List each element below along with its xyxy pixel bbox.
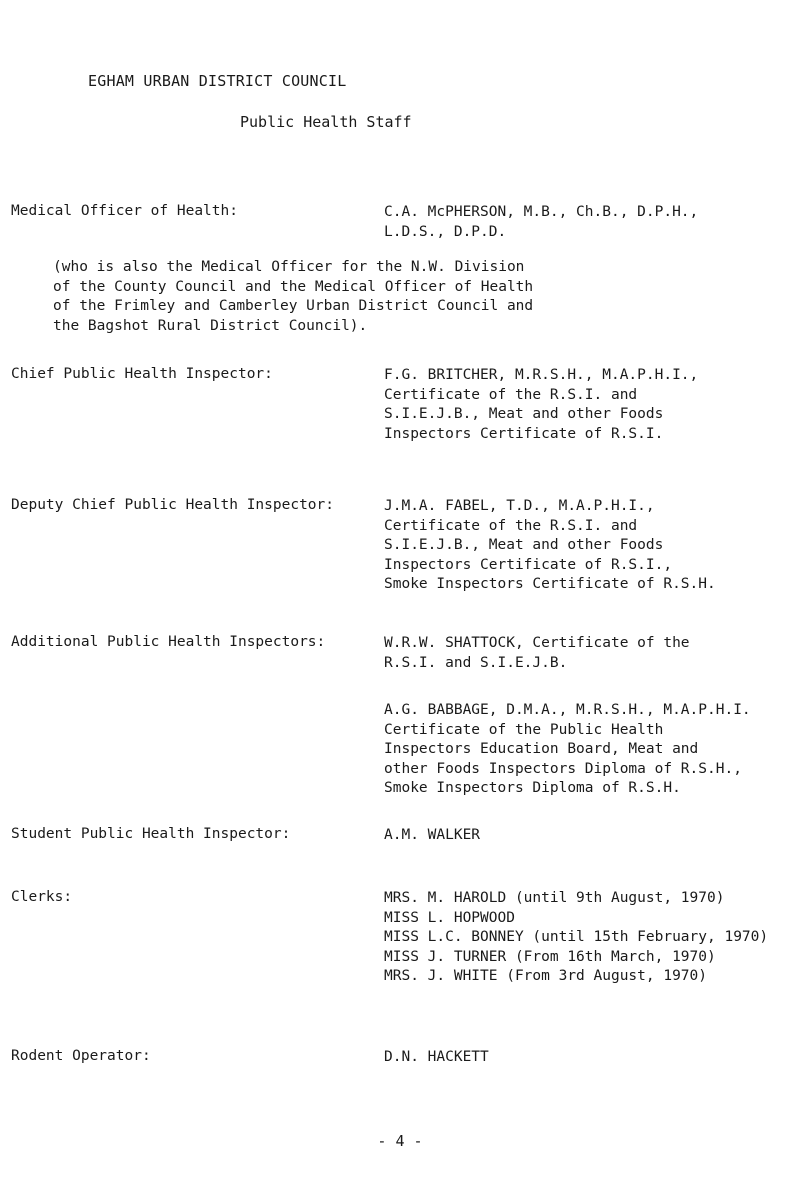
detail-line: Certificate of the R.S.I. and — [384, 517, 638, 534]
staff-details — [384, 203, 800, 242]
staff-details — [384, 889, 800, 987]
detail-line: Inspectors Certificate of R.S.I., — [384, 556, 673, 573]
staff-details — [384, 1048, 800, 1068]
staff-details — [384, 366, 800, 444]
detail-line: Inspectors Education Board, Meat and — [384, 741, 699, 757]
note-line: of the County Council and the Medical Officer of Health — [53, 278, 534, 295]
detail-line: A.M. WALKER — [384, 827, 481, 843]
note-line: the Bagshot Rural District Council). — [53, 317, 368, 334]
role-label: Student Public Health Inspector: — [11, 826, 291, 842]
note-line: of the Frimley and Camberley Urban District Council and — [53, 298, 534, 314]
note-line: (who is also the Medical Officer for the N.W. Division — [53, 259, 525, 275]
page-number: - 4 - — [377, 1132, 423, 1150]
role-label: Rodent Operator: — [11, 1048, 151, 1064]
detail-line: Smoke Inspectors Diploma of R.S.H. — [384, 780, 681, 796]
role-label: Additional Public Health Inspectors: — [11, 634, 326, 650]
role-label: Chief Public Health Inspector: — [11, 366, 273, 382]
role-label: Clerks: — [11, 889, 73, 905]
detail-line: L.D.S., D.P.D. — [384, 223, 507, 240]
detail-line: MISS J. TURNER (From 16th March, 1970) — [384, 948, 716, 965]
detail-line: D.N. HACKETT — [384, 1049, 489, 1065]
detail-line: MRS. M. HAROLD (until 9th August, 1970) — [384, 890, 725, 906]
detail-line: J.M.A. FABEL, T.D., M.A.P.H.I., — [384, 498, 655, 514]
council-title: EGHAM URBAN DISTRICT COUNCIL — [88, 72, 347, 90]
staff-details — [384, 497, 800, 595]
detail-line: A.G. BABBAGE, D.M.A., M.R.S.H., M.A.P.H.I. — [384, 702, 751, 718]
detail-line: Smoke Inspectors Certificate of R.S.H. — [384, 576, 716, 592]
role-label: Medical Officer of Health: — [11, 203, 238, 219]
detail-line: R.S.I. and S.I.E.J.B. — [384, 654, 568, 671]
detail-line: S.I.E.J.B., Meat and other Foods — [384, 406, 664, 422]
staff-details — [384, 634, 800, 673]
detail-line: Inspectors Certificate of R.S.I. — [384, 425, 664, 442]
detail-line: other Foods Inspectors Diploma of R.S.H., — [384, 760, 742, 777]
detail-line: MRS. J. WHITE (From 3rd August, 1970) — [384, 968, 708, 984]
staff-details — [384, 826, 800, 846]
detail-line: F.G. BRITCHER, M.R.S.H., M.A.P.H.I., — [384, 367, 699, 383]
detail-line: MISS L. HOPWOOD — [384, 909, 515, 926]
detail-line: Certificate of the R.S.I. and — [384, 386, 638, 403]
detail-line: Certificate of the Public Health — [384, 721, 664, 738]
page-subtitle: Public Health Staff — [240, 113, 412, 131]
detail-line: MISS L.C. BONNEY (until 15th February, 1970) — [384, 929, 769, 945]
role-label: Deputy Chief Public Health Inspector: — [11, 497, 335, 513]
detail-line: S.I.E.J.B., Meat and other Foods — [384, 537, 664, 553]
detail-line: C.A. McPHERSON, M.B., Ch.B., D.P.H., — [384, 204, 699, 220]
staff-details — [384, 701, 800, 799]
detail-line: W.R.W. SHATTOCK, Certificate of the — [384, 635, 690, 651]
